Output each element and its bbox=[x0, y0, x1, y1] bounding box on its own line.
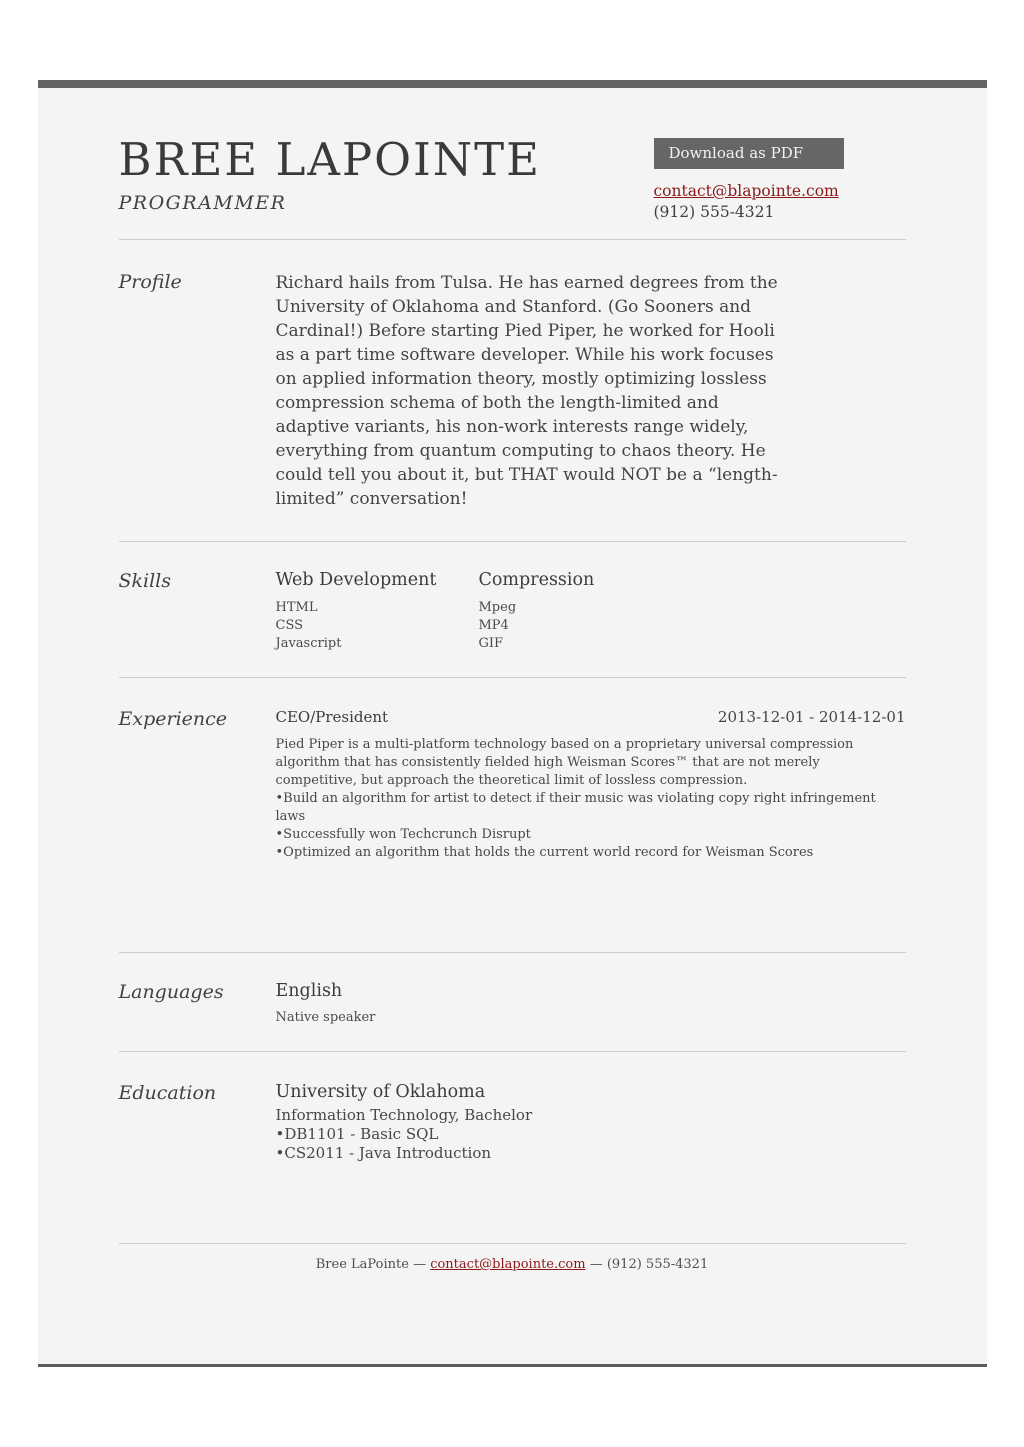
education-degree: Information Technology, Bachelor bbox=[275, 1106, 533, 1124]
header-contact bbox=[654, 136, 906, 221]
skill-group bbox=[276, 570, 479, 653]
work-header bbox=[276, 708, 906, 726]
work-highlight: • Optimized an algorithm that holds the current world record for Weisman Scores bbox=[276, 844, 906, 862]
section-label-skills: Skills bbox=[118, 570, 172, 592]
work-highlight: • Successfully won Techcrunch Disrupt bbox=[276, 826, 906, 844]
experience-content bbox=[276, 708, 906, 922]
work-summary: Pied Piper is a multi-platform technology based on a proprietary universal compression algorithm that has consistently fielded high Weisman Scores™ that are not merely competitive, but approach the theoretical limit of lossless compression. bbox=[275, 737, 854, 788]
resume-paper bbox=[38, 80, 987, 1367]
person-name: BREE LAPOINTE bbox=[118, 133, 542, 186]
skills-section bbox=[119, 542, 906, 677]
skill-keyword: HTML bbox=[275, 600, 318, 615]
profile-text: Richard hails from Tulsa. He has earned degrees from the University of Oklahoma and Stanford. (Go Sooners and Cardinal!) Before starting Pied Piper, he worked for Hooli as a part time software developer. While his work focuses on applied information theory, mostly optimizing lossless compression schema of both the length-limited and adaptive variants, his non-work interests range widely, everything from quantum computing to chaos theory. He could tell you about it, but THAT would NOT be a “length-limited” conversation! bbox=[275, 273, 778, 509]
skill-keyword: Javascript bbox=[275, 636, 342, 651]
section-label-education: Education bbox=[118, 1082, 217, 1104]
skill-keyword: MP4 bbox=[478, 618, 509, 633]
header bbox=[118, 133, 906, 221]
skill-keyword: GIF bbox=[478, 636, 504, 651]
education-section bbox=[119, 1052, 906, 1243]
profile-content bbox=[276, 271, 906, 511]
person-role: PROGRAMMER bbox=[118, 192, 287, 215]
section-label-experience: Experience bbox=[118, 708, 228, 730]
skills-content bbox=[276, 570, 906, 653]
download-pdf-button[interactable]: Download as PDF bbox=[654, 138, 844, 169]
section-label-profile: Profile bbox=[118, 271, 182, 293]
language-fluency: Native speaker bbox=[275, 1010, 376, 1025]
education-course: • DB1101 - Basic SQL bbox=[276, 1125, 906, 1144]
section-label-languages: Languages bbox=[118, 981, 224, 1003]
work-item bbox=[276, 708, 906, 862]
footer-separator: — bbox=[413, 1257, 427, 1272]
footer bbox=[119, 1244, 906, 1364]
education-institution: University of Oklahoma bbox=[275, 1082, 486, 1102]
profile-section bbox=[119, 240, 906, 541]
skill-group bbox=[479, 570, 682, 653]
footer-name: Bree LaPointe bbox=[315, 1257, 409, 1272]
language-name: English bbox=[275, 981, 343, 1001]
phone-number: (912) 555-4321 bbox=[653, 203, 775, 221]
languages-section bbox=[119, 953, 906, 1051]
footer-separator: — bbox=[589, 1257, 603, 1272]
work-highlight: • Build an algorithm for artist to detect if their music was violating copy right infringement laws bbox=[276, 790, 906, 826]
education-item bbox=[276, 1082, 906, 1163]
skill-group-name: Compression bbox=[478, 570, 595, 590]
education-content bbox=[276, 1082, 906, 1163]
skill-keyword: Mpeg bbox=[478, 600, 517, 615]
footer-phone: (912) 555-4321 bbox=[606, 1257, 709, 1272]
work-dates: 2013-12-01 - 2014-12-01 bbox=[717, 708, 906, 726]
languages-content bbox=[276, 981, 906, 1025]
header-identity bbox=[118, 133, 542, 221]
language-item bbox=[276, 981, 906, 1025]
education-course: • CS2011 - Java Introduction bbox=[276, 1144, 906, 1163]
email-link[interactable]: contact@blapointe.com bbox=[653, 182, 839, 200]
work-position: CEO/President bbox=[275, 708, 389, 726]
footer-email-link[interactable]: contact@blapointe.com bbox=[430, 1257, 586, 1272]
skill-keyword: CSS bbox=[275, 618, 304, 633]
experience-section bbox=[119, 678, 906, 952]
skill-group-name: Web Development bbox=[275, 570, 437, 590]
